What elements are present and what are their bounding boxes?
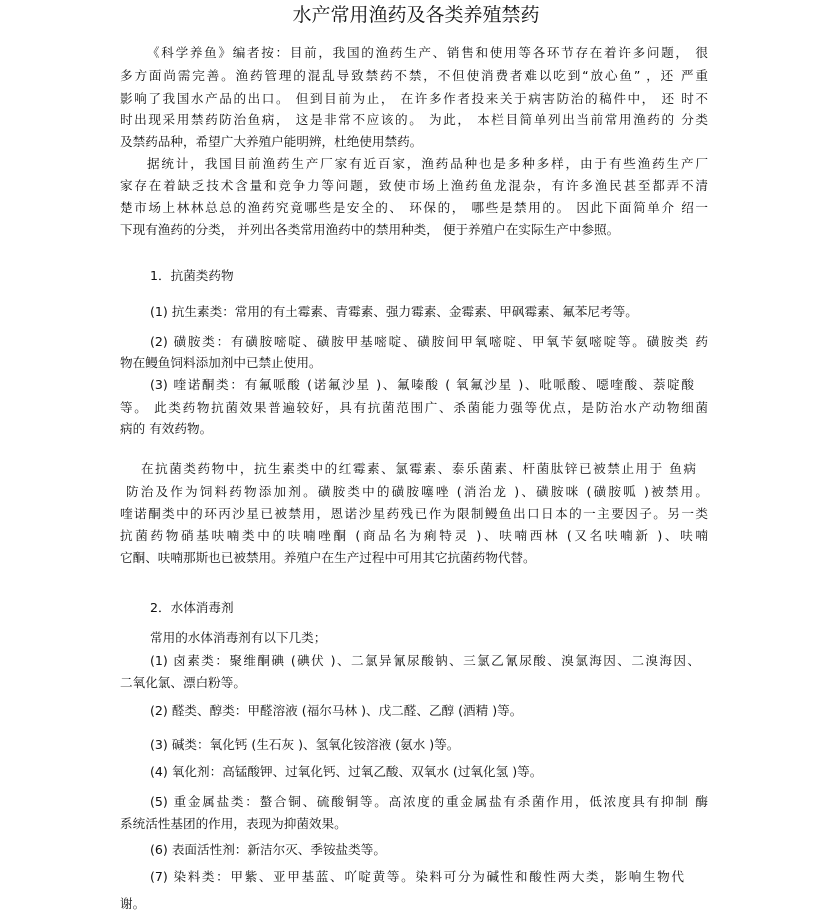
text-line: 常用的水体消毒剂有以下几类； (150, 630, 327, 645)
list-item: (1) 抗生素类：常用的有土霉素、青霉素、强力霉素、金霉素、甲砜霉素、氟苯尼考等。 (150, 304, 638, 319)
list-item: (5) 重金属盐类：螯合铜、硫酸铜等。高浓度的重金属盐有杀菌作用，低浓度具有抑制 酶 (150, 794, 708, 809)
text-line: 等。 此类药物抗菌效果普遍较好，具有抗菌范围广、杀菌能力强等优点，是防治水产动物细菌 (120, 400, 708, 415)
text-line: 多方面尚需完善。渔药管理的混乱导致禁药不禁，不但使消费者难以吃到“放心鱼” ，还 严重 (120, 68, 708, 83)
document-title: 水产常用渔药及各类养殖禁药 (292, 4, 540, 26)
text-line: 喹诺酮类中的环丙沙星已被禁用，恩诺沙星药残已作为限制鳗鱼出口日本的一主要因子。另一类 (120, 506, 708, 521)
text-line: 抗菌药物硝基呋喃类中的呋喃唑酮 (商品名为痢特灵 )、呋喃西林 (又名呋喃新 )、呋喃 (120, 528, 708, 543)
text-line: 下现有渔药的分类， 并列出各类常用渔药中的禁用种类， 便于养殖户在实际生产中参照。 (120, 222, 620, 237)
section-heading: 1．抗菌类药物 (150, 268, 234, 283)
section-heading: 2．水体消毒剂 (150, 600, 234, 615)
list-item: (6) 表面活性剂：新洁尔灭、季铵盐类等。 (150, 842, 386, 857)
list-item: (1) 卤素类：聚维酮碘 (碘伏 )、二氯异氰尿酸钠、三氯乙氰尿酸、溴氯海因、二溴海因、 (150, 653, 700, 668)
list-item: (2) 磺胺类：有磺胺嘧啶、磺胺甲基嘧啶、磺胺间甲氧嘧啶、甲氧苄氨嘧啶等。磺胺类 药 (150, 334, 708, 349)
text-line: 据统计，我国目前渔药生产厂家有近百家，渔药品种也是多种多样，由于有些渔药生产厂 (147, 156, 708, 171)
list-item: (2) 醛类、醇类：甲醛溶液 (福尔马林 )、戊二醛、乙醇 (酒精 )等。 (150, 703, 523, 718)
text-line: 防治及作为饲料药物添加剂。磺胺类中的磺胺噻唑 (消治龙 )、磺胺咪 (磺胺呱 )被禁用。 (126, 484, 708, 499)
text-line: 二氧化氯、漂白粉等。 (120, 675, 246, 690)
text-line: 《科学养鱼》编者按：目前，我国的渔药生产、销售和使用等各环节存在着许多问题， 很 (147, 45, 708, 60)
text-line: 影响了我国水产品的出口。 但到目前为止， 在许多作者投来关于病害防治的稿件中， 还 时不 (120, 91, 708, 106)
text-line: 时出现采用禁药防治鱼病， 这是非常不应该的。 为此， 本栏目简单列出当前常用渔药的 分类 (120, 112, 708, 127)
text-line: 家存在着缺乏技术含量和竞争力等问题，致使市场上渔药鱼龙混杂，有许多渔民甚至都弄不清 (120, 178, 708, 193)
text-line: 物在鳗鱼饲料添加剂中已禁止使用。 (120, 355, 322, 370)
text-line: 它酮、呋喃那斯也已被禁用。养殖户在生产过程中可用其它抗菌药物代替。 (120, 550, 536, 565)
text-line: 楚市场上林林总总的渔药究竟哪些是安全的、 环保的， 哪些是禁用的。 因此下面简单介 绍一 (120, 200, 708, 215)
list-item: (3) 喹诺酮类：有氟哌酸 (诺氟沙星 )、氟嗪酸 ( 氧氟沙星 )、吡哌酸、噁喹酸、萘啶酸 (150, 377, 694, 392)
text-line: 谢。 (120, 896, 146, 911)
text-line: 在抗菌类药物中，抗生素类中的红霉素、氯霉素、泰乐菌素、杆菌肽锌已被禁止用于 鱼病 (141, 461, 696, 476)
list-item: (3) 碱类：氧化钙 (生石灰 )、氢氧化铵溶液 (氨水 )等。 (150, 737, 460, 752)
text-line: 系统活性基团的作用，表现为抑菌效果。 (120, 816, 347, 831)
text-line: 及禁药品种，希望广大养殖户能明辨，杜绝使用禁药。 (120, 134, 423, 149)
list-item: (7) 染料类：甲紫、亚甲基蓝、吖啶黄等。染料可分为碱性和酸性两大类，影响生物代 (150, 869, 684, 884)
text-line: 病的 有效药物。 (120, 421, 213, 436)
list-item: (4) 氧化剂：高锰酸钾、过氧化钙、过氧乙酸、双氧水 (过氧化氢 )等。 (150, 764, 543, 779)
